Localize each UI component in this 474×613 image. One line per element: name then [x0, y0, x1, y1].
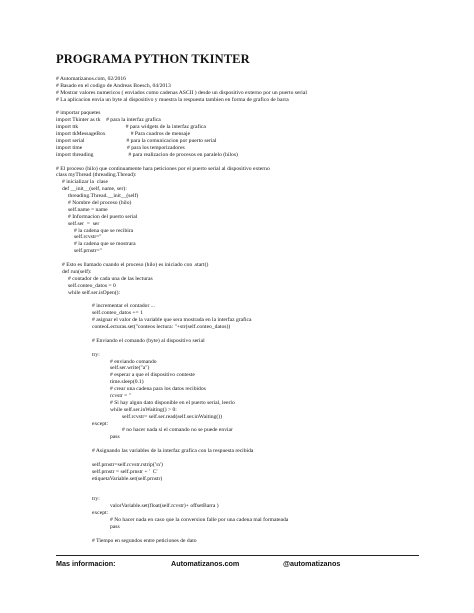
- document-title: PROGRAMA PYTHON TKINTER: [56, 52, 250, 66]
- code-line: self.name = name: [68, 206, 108, 213]
- code-line: def __init__(self, name, ser):: [62, 186, 127, 193]
- code-line: [56, 159, 436, 166]
- code-line: [56, 531, 436, 538]
- code-line: # inicializar la clase: [62, 179, 108, 186]
- code-line: self.ser.write("a"): [110, 365, 150, 372]
- code-line: # Si hay algun dato disponible en el puerto serial, leerlo: [110, 399, 235, 406]
- code-line: # Esto es llamado cuando el proceso (hilo) es iniciado con .start(): [62, 262, 209, 269]
- code-line: class myThread (threading.Thread):: [56, 172, 137, 179]
- code-line: def run(self):: [62, 268, 92, 275]
- code-line: pass: [110, 434, 120, 441]
- code-line: # no hacer nada si el comando no se puede enviar: [122, 427, 233, 434]
- code-line: pass: [110, 523, 120, 530]
- code-line: [56, 255, 436, 262]
- code-line: import ttk # para widgets de la interfaz grafica: [56, 124, 206, 131]
- code-line: self.prnstr=self.rcvstr.rstrip('\n'): [92, 461, 163, 468]
- code-line: # asignar el valor de la variable que sera mostrada en la interfaz grafica: [92, 317, 252, 324]
- code-line: self.ser = ser: [68, 220, 100, 227]
- code-line: rcvstr = '': [110, 392, 131, 399]
- code-line: # enviando comando: [110, 358, 157, 365]
- code-line: self.conteo_datos = 0: [68, 282, 116, 289]
- code-line: while self.ser.isOpen():: [68, 289, 121, 296]
- code-line: # esperar a que el dispositivo conteste: [110, 372, 195, 379]
- code-line: # No hacer nada en caso que la conversion falle por una cadena mal formateada: [110, 517, 289, 523]
- code-line: # Tiempo en segundos entre peticiones de dato: [92, 537, 197, 544]
- code-line: while self.ser.inWaiting() > 0:: [110, 406, 177, 413]
- code-line: conteoLecturas.set("conteos lectura: "+str(self.conteo_datos)): [92, 324, 231, 331]
- footer-more-info: Mas informacion:: [56, 559, 116, 568]
- code-line: [56, 104, 436, 111]
- code-line: try:: [92, 351, 100, 358]
- code-line: # contador de cada una de las lecturas: [68, 275, 153, 282]
- footer-handle: @automatizanos: [283, 559, 341, 568]
- code-line: # la cadena que se recibira: [74, 227, 134, 234]
- code-listing: [56, 76, 436, 545]
- code-line: [56, 489, 436, 496]
- code-line: # Nombre del proceso (hilo): [68, 200, 132, 207]
- code-line: self.conteo_datos += 1: [92, 310, 143, 317]
- code-line: [56, 345, 436, 352]
- code-line: [56, 297, 436, 304]
- code-line: threading.Thread.__init__(self): [68, 193, 139, 200]
- code-line: self.prnstr='': [74, 248, 102, 255]
- code-line: # Automatizanos.com, 02/2016: [56, 76, 126, 82]
- code-line: # El proceso (hilo) que continuamente hara peticiones por el puerto serial al dispositivo externo: [56, 165, 270, 172]
- code-line: import Tkinter as tk # para la interfaz grafica: [56, 117, 161, 124]
- code-line: import serial # para la comunicacion por puerto serial: [56, 138, 217, 145]
- code-line: # Basado en el codigo de Andreas Boesch, 04/2013: [56, 82, 171, 89]
- code-line: # incrementar el contador ...: [92, 303, 155, 310]
- code-line: import threading # para realizacion de procesos en paralelo (hilos): [56, 151, 238, 158]
- footer-divider: [56, 555, 419, 556]
- code-line: [56, 483, 436, 490]
- code-line: import time # para los temporizadores: [56, 144, 185, 151]
- code-line: # la cadena que se mostrara: [74, 241, 136, 248]
- code-line: [56, 331, 436, 338]
- code-line: try:: [92, 496, 100, 503]
- code-line: self.prnstr = self.prnstr + ' C': [92, 468, 158, 475]
- code-line: time.sleep(0.1): [110, 379, 144, 386]
- code-line: except:: [92, 510, 109, 517]
- code-line: # importar paquetes: [56, 110, 101, 117]
- code-line: # crear una cadena para los datos recibidos: [110, 386, 206, 393]
- code-line: # Enviando el comando (byte) al dispositivo serial: [92, 337, 205, 344]
- code-line: # Mostrar valores numericos ( enviados como cadenas ASCII ) desde un dispositivo externo por un puerto serial: [56, 89, 307, 96]
- footer-website: Automatizanos.com: [171, 559, 240, 568]
- code-line: valorVariable.set(float(self.rcvstr)+ offsetBarra ): [110, 503, 219, 510]
- code-line: import tkMessageBox # Para cuadros de mensaje: [56, 131, 191, 138]
- code-line: except:: [92, 420, 109, 427]
- code-line: # Asignando las variables de la interfaz grafica con la respuesta recibida: [92, 448, 254, 455]
- code-line: self.rcvstr= self.ser.read(self.ser.inWaiting()): [122, 413, 222, 420]
- code-line: self.rcvstr='': [74, 234, 102, 241]
- code-line: # Informacion del puerto serial: [68, 213, 138, 220]
- code-line: etiquetaVariable.set(self.prnstr): [92, 475, 163, 482]
- code-line: [56, 455, 436, 462]
- code-line: # La aplicacion envia un byte al dispositivo y muestra la respuesta tambien en forma de grafico de barra: [56, 96, 289, 103]
